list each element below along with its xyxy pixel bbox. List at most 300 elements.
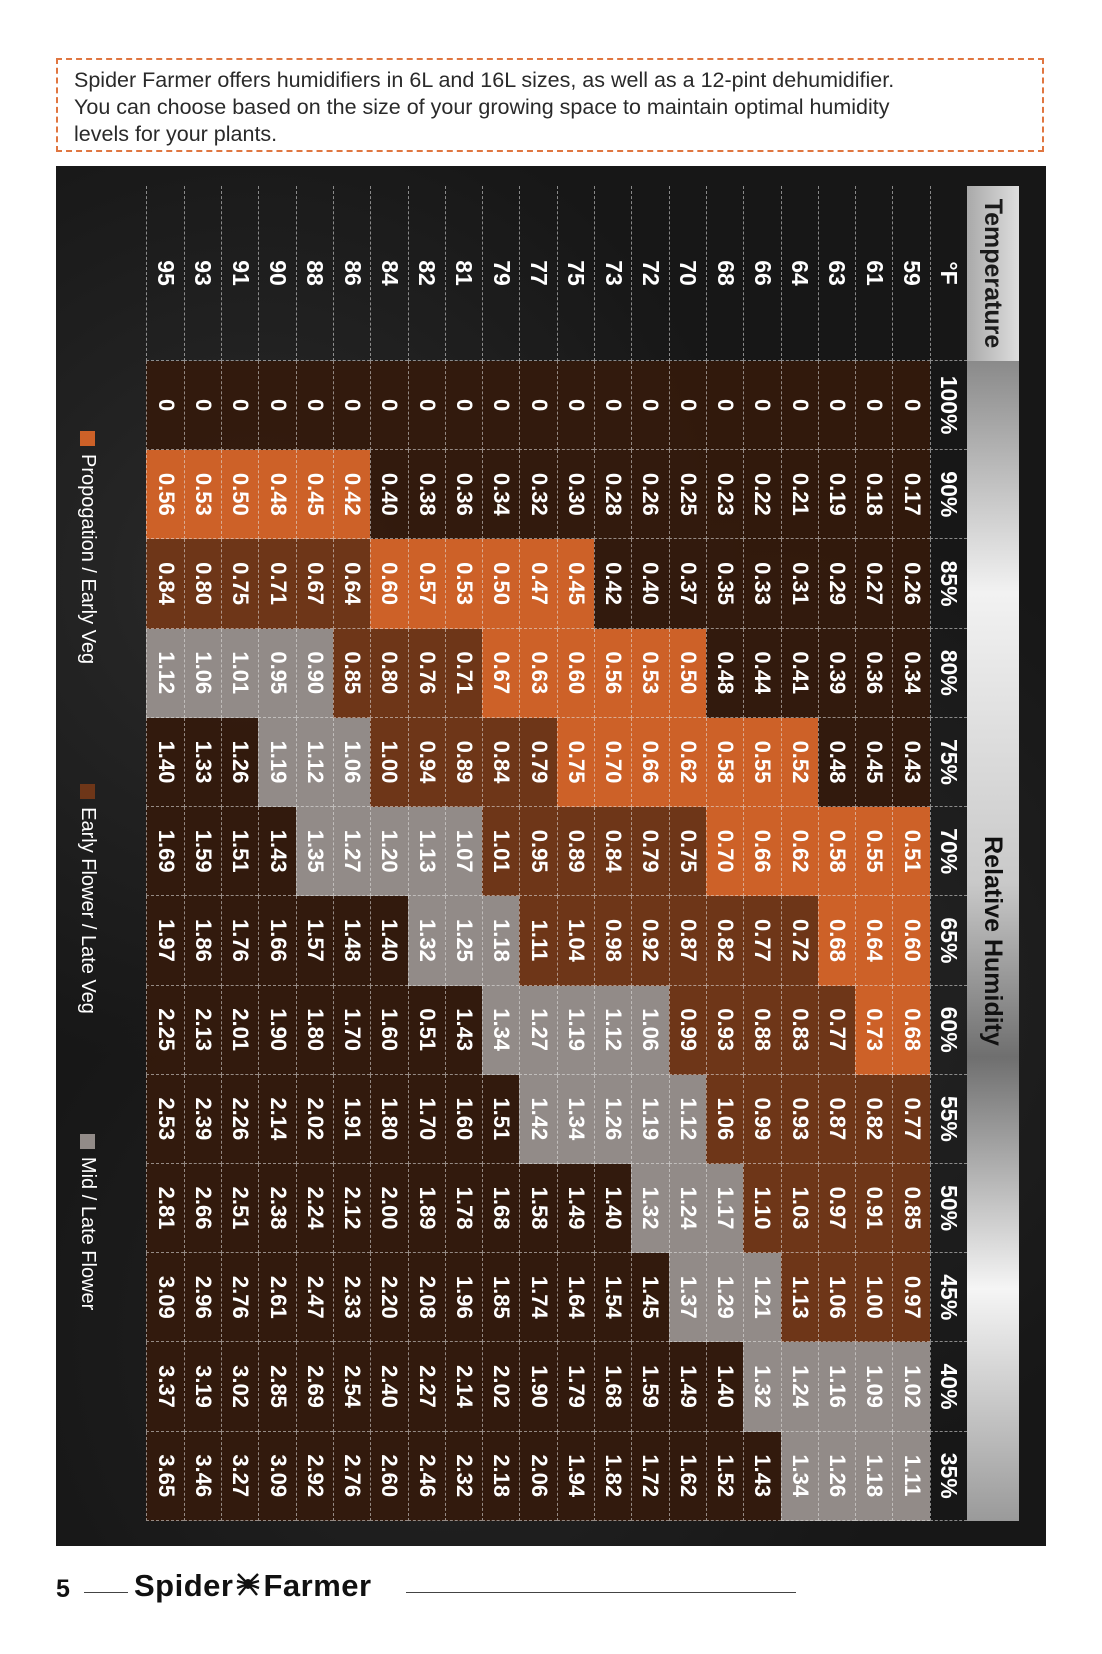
vpd-value-cell: 1.70 xyxy=(408,1075,445,1164)
legend-swatch xyxy=(80,784,95,799)
vpd-value-cell: 0.64 xyxy=(333,539,370,628)
temperature-cell: 82 xyxy=(408,186,445,361)
vpd-value-cell: 2.54 xyxy=(333,1342,370,1431)
vpd-value-cell: 0 xyxy=(557,361,594,450)
vpd-value-cell: 0.60 xyxy=(557,629,594,718)
vpd-value-cell: 2.39 xyxy=(184,1075,221,1164)
vpd-value-cell: 0.70 xyxy=(594,718,631,807)
vpd-value-cell: 1.94 xyxy=(557,1432,594,1521)
vpd-value-cell: 0.80 xyxy=(184,539,221,628)
vpd-value-cell: 0.48 xyxy=(818,718,855,807)
vpd-value-cell: 1.20 xyxy=(370,807,407,896)
vpd-value-cell: 0.73 xyxy=(855,986,892,1075)
vpd-value-cell: 2.27 xyxy=(408,1342,445,1431)
temperature-cell: 90 xyxy=(258,186,295,361)
vpd-value-cell: 1.03 xyxy=(781,1164,818,1253)
vpd-value-cell: 2.08 xyxy=(408,1253,445,1342)
vpd-value-cell: 0.21 xyxy=(781,450,818,539)
vpd-value-cell: 1.40 xyxy=(594,1164,631,1253)
vpd-value-cell: 2.13 xyxy=(184,986,221,1075)
vpd-value-cell: 1.49 xyxy=(669,1342,706,1431)
vpd-value-cell: 2.66 xyxy=(184,1164,221,1253)
humidity-column-header: 40% xyxy=(930,1342,967,1431)
humidity-column-header: 65% xyxy=(930,896,967,985)
vpd-value-cell: 0 xyxy=(258,361,295,450)
vpd-value-cell: 0 xyxy=(482,361,519,450)
vpd-value-cell: 2.32 xyxy=(445,1432,482,1521)
vpd-value-cell: 0.22 xyxy=(743,450,780,539)
vpd-value-cell: 0.26 xyxy=(631,450,668,539)
vpd-value-cell: 0.88 xyxy=(743,986,780,1075)
relative-humidity-header: Relative Humidity xyxy=(967,361,1019,1521)
vpd-value-cell: 0.80 xyxy=(370,629,407,718)
vpd-value-cell: 0.51 xyxy=(892,807,929,896)
vpd-value-cell: 1.66 xyxy=(258,896,295,985)
temperature-cell: 84 xyxy=(370,186,407,361)
vpd-value-cell: 1.82 xyxy=(594,1432,631,1521)
vpd-value-cell: 0.93 xyxy=(706,986,743,1075)
vpd-value-cell: 1.26 xyxy=(594,1075,631,1164)
vpd-value-cell: 1.10 xyxy=(743,1164,780,1253)
vpd-value-cell: 1.89 xyxy=(408,1164,445,1253)
vpd-value-cell: 1.27 xyxy=(333,807,370,896)
vpd-value-cell: 0 xyxy=(855,361,892,450)
vpd-value-cell: 0 xyxy=(370,361,407,450)
vpd-value-cell: 0 xyxy=(519,361,556,450)
vpd-value-cell: 0.76 xyxy=(408,629,445,718)
vpd-value-cell: 0.75 xyxy=(221,539,258,628)
legend-swatch xyxy=(80,1134,95,1149)
vpd-value-cell: 1.40 xyxy=(370,896,407,985)
vpd-value-cell: 0.60 xyxy=(892,896,929,985)
vpd-value-cell: 1.78 xyxy=(445,1164,482,1253)
vpd-value-cell: 0.53 xyxy=(631,629,668,718)
vpd-value-cell: 2.46 xyxy=(408,1432,445,1521)
vpd-value-cell: 2.14 xyxy=(258,1075,295,1164)
vpd-value-cell: 1.09 xyxy=(855,1342,892,1431)
vpd-value-cell: 1.58 xyxy=(519,1164,556,1253)
vpd-value-cell: 0.95 xyxy=(258,629,295,718)
vpd-value-cell: 0.45 xyxy=(557,539,594,628)
vpd-value-cell: 2.69 xyxy=(296,1342,333,1431)
vpd-value-cell: 0.90 xyxy=(296,629,333,718)
vpd-value-cell: 0.62 xyxy=(781,807,818,896)
vpd-value-cell: 1.80 xyxy=(370,1075,407,1164)
vpd-value-cell: 1.16 xyxy=(818,1342,855,1431)
vpd-value-cell: 2.53 xyxy=(146,1075,183,1164)
vpd-value-cell: 0.42 xyxy=(594,539,631,628)
vpd-value-cell: 1.06 xyxy=(184,629,221,718)
vpd-value-cell: 0.64 xyxy=(855,896,892,985)
vpd-value-cell: 0.68 xyxy=(892,986,929,1075)
vpd-value-cell: 0 xyxy=(333,361,370,450)
temperature-cell: 81 xyxy=(445,186,482,361)
vpd-value-cell: 1.13 xyxy=(408,807,445,896)
vpd-value-cell: 0.68 xyxy=(818,896,855,985)
vpd-value-cell: 0.34 xyxy=(892,629,929,718)
vpd-value-cell: 1.12 xyxy=(594,986,631,1075)
vpd-value-cell: 0 xyxy=(781,361,818,450)
vpd-value-cell: 0.56 xyxy=(594,629,631,718)
vpd-value-cell: 1.06 xyxy=(333,718,370,807)
vpd-value-cell: 0.40 xyxy=(631,539,668,628)
vpd-value-cell: 0.77 xyxy=(892,1075,929,1164)
vpd-value-cell: 1.80 xyxy=(296,986,333,1075)
temperature-cell: 86 xyxy=(333,186,370,361)
vpd-value-cell: 1.59 xyxy=(184,807,221,896)
vpd-value-cell: 0.82 xyxy=(855,1075,892,1164)
vpd-value-cell: 0.26 xyxy=(892,539,929,628)
vpd-value-cell: 0.19 xyxy=(818,450,855,539)
vpd-value-cell: 0.43 xyxy=(892,718,929,807)
vpd-value-cell: 1.29 xyxy=(706,1253,743,1342)
vpd-value-cell: 0.82 xyxy=(706,896,743,985)
vpd-value-cell: 1.02 xyxy=(892,1342,929,1431)
vpd-value-cell: 0.53 xyxy=(445,539,482,628)
vpd-value-cell: 0.17 xyxy=(892,450,929,539)
vpd-value-cell: 1.96 xyxy=(445,1253,482,1342)
vpd-value-cell: 3.09 xyxy=(146,1253,183,1342)
legend-label: Early Flower / Late Veg xyxy=(77,807,99,1014)
vpd-value-cell: 1.59 xyxy=(631,1342,668,1431)
vpd-value-cell: 0.97 xyxy=(892,1253,929,1342)
legend-swatch xyxy=(80,431,95,446)
vpd-value-cell: 0.77 xyxy=(818,986,855,1075)
vpd-value-cell: 1.54 xyxy=(594,1253,631,1342)
vpd-value-cell: 1.12 xyxy=(146,629,183,718)
temperature-cell: 70 xyxy=(669,186,706,361)
vpd-value-cell: 3.46 xyxy=(184,1432,221,1521)
vpd-value-cell: 1.60 xyxy=(370,986,407,1075)
vpd-value-cell: 1.12 xyxy=(296,718,333,807)
vpd-value-cell: 1.24 xyxy=(781,1342,818,1431)
vpd-value-cell: 1.86 xyxy=(184,896,221,985)
vpd-value-cell: 0.31 xyxy=(781,539,818,628)
footer-divider-right xyxy=(406,1592,796,1593)
vpd-value-cell: 0.72 xyxy=(781,896,818,985)
chart-legend xyxy=(76,431,99,1310)
vpd-value-cell: 0 xyxy=(146,361,183,450)
vpd-value-cell: 0.79 xyxy=(519,718,556,807)
vpd-value-cell: 1.40 xyxy=(706,1342,743,1431)
vpd-value-cell: 1.43 xyxy=(445,986,482,1075)
vpd-value-cell: 1.32 xyxy=(408,896,445,985)
vpd-value-cell: 1.19 xyxy=(631,1075,668,1164)
vpd-value-cell: 1.32 xyxy=(631,1164,668,1253)
humidity-column-header: 75% xyxy=(930,718,967,807)
vpd-value-cell: 0.63 xyxy=(519,629,556,718)
vpd-value-cell: 2.12 xyxy=(333,1164,370,1253)
vpd-value-cell: 0 xyxy=(408,361,445,450)
vpd-value-cell: 2.40 xyxy=(370,1342,407,1431)
temperature-cell: 73 xyxy=(594,186,631,361)
note-line-2: You can choose based on the size of your growing space to maintain optimal humidity xyxy=(74,95,890,119)
vpd-value-cell: 1.43 xyxy=(743,1432,780,1521)
vpd-value-cell: 0.93 xyxy=(781,1075,818,1164)
vpd-value-cell: 1.40 xyxy=(146,718,183,807)
vpd-value-cell: 2.33 xyxy=(333,1253,370,1342)
temperature-cell: 95 xyxy=(146,186,183,361)
vpd-value-cell: 0 xyxy=(818,361,855,450)
vpd-value-cell: 1.06 xyxy=(706,1075,743,1164)
temperature-cell: 88 xyxy=(296,186,333,361)
info-note xyxy=(56,58,1044,152)
vpd-value-cell: 0.48 xyxy=(258,450,295,539)
vpd-value-cell: 0.98 xyxy=(594,896,631,985)
vpd-value-cell: 2.92 xyxy=(296,1432,333,1521)
vpd-value-cell: 0.77 xyxy=(743,896,780,985)
legend-item xyxy=(76,431,99,664)
vpd-value-cell: 0.52 xyxy=(781,718,818,807)
vpd-value-cell: 2.51 xyxy=(221,1164,258,1253)
vpd-value-cell: 0.99 xyxy=(743,1075,780,1164)
humidity-column-header: 50% xyxy=(930,1164,967,1253)
vpd-value-cell: 0.50 xyxy=(221,450,258,539)
vpd-value-cell: 1.68 xyxy=(482,1164,519,1253)
vpd-value-cell: 1.19 xyxy=(258,718,295,807)
vpd-value-cell: 0.53 xyxy=(184,450,221,539)
vpd-value-cell: 0.87 xyxy=(818,1075,855,1164)
humidity-column-header: 55% xyxy=(930,1075,967,1164)
vpd-value-cell: 3.65 xyxy=(146,1432,183,1521)
temperature-header: Temperature xyxy=(967,186,1019,361)
humidity-column-header: 60% xyxy=(930,986,967,1075)
vpd-value-cell: 2.26 xyxy=(221,1075,258,1164)
humidity-column-header: 100% xyxy=(930,361,967,450)
vpd-value-cell: 1.51 xyxy=(482,1075,519,1164)
vpd-value-cell: 1.34 xyxy=(781,1432,818,1521)
vpd-value-cell: 2.00 xyxy=(370,1164,407,1253)
vpd-value-cell: 1.91 xyxy=(333,1075,370,1164)
vpd-value-cell: 1.74 xyxy=(519,1253,556,1342)
vpd-value-cell: 0.23 xyxy=(706,450,743,539)
vpd-value-cell: 1.90 xyxy=(258,986,295,1075)
vpd-value-cell: 2.06 xyxy=(519,1432,556,1521)
vpd-table xyxy=(146,186,967,1521)
vpd-value-cell: 0.42 xyxy=(333,450,370,539)
temperature-cell: 68 xyxy=(706,186,743,361)
vpd-value-cell: 0.84 xyxy=(482,718,519,807)
vpd-value-cell: 0 xyxy=(221,361,258,450)
vpd-value-cell: 2.96 xyxy=(184,1253,221,1342)
vpd-value-cell: 3.02 xyxy=(221,1342,258,1431)
vpd-value-cell: 1.01 xyxy=(221,629,258,718)
vpd-value-cell: 0 xyxy=(184,361,221,450)
vpd-value-cell: 0.40 xyxy=(370,450,407,539)
vpd-value-cell: 0.84 xyxy=(146,539,183,628)
vpd-value-cell: 1.34 xyxy=(557,1075,594,1164)
temperature-cell: 91 xyxy=(221,186,258,361)
vpd-value-cell: 0.70 xyxy=(706,807,743,896)
vpd-value-cell: 2.02 xyxy=(296,1075,333,1164)
vpd-value-cell: 1.37 xyxy=(669,1253,706,1342)
temperature-unit-header: °F xyxy=(930,186,967,361)
vpd-value-cell: 0.85 xyxy=(333,629,370,718)
vpd-value-cell: 1.25 xyxy=(445,896,482,985)
vpd-value-cell: 0.67 xyxy=(296,539,333,628)
temperature-cell: 79 xyxy=(482,186,519,361)
vpd-value-cell: 0.45 xyxy=(296,450,333,539)
vpd-value-cell: 1.04 xyxy=(557,896,594,985)
vpd-value-cell: 0.44 xyxy=(743,629,780,718)
temperature-cell: 66 xyxy=(743,186,780,361)
vpd-value-cell: 1.07 xyxy=(445,807,482,896)
vpd-value-cell: 0.58 xyxy=(818,807,855,896)
vpd-value-cell: 1.97 xyxy=(146,896,183,985)
vpd-value-cell: 0 xyxy=(743,361,780,450)
vpd-value-cell: 3.09 xyxy=(258,1432,295,1521)
vpd-value-cell: 1.48 xyxy=(333,896,370,985)
footer-divider-left xyxy=(84,1592,128,1593)
humidity-column-header: 85% xyxy=(930,539,967,628)
vpd-value-cell: 0.58 xyxy=(706,718,743,807)
vpd-value-cell: 3.19 xyxy=(184,1342,221,1431)
vpd-value-cell: 2.02 xyxy=(482,1342,519,1431)
vpd-value-cell: 1.24 xyxy=(669,1164,706,1253)
vpd-value-cell: 0.85 xyxy=(892,1164,929,1253)
vpd-value-cell: 1.76 xyxy=(221,896,258,985)
vpd-value-cell: 1.11 xyxy=(519,896,556,985)
vpd-value-cell: 1.11 xyxy=(892,1432,929,1521)
vpd-value-cell: 2.24 xyxy=(296,1164,333,1253)
brand-logo xyxy=(134,1568,372,1604)
temperature-cell: 59 xyxy=(892,186,929,361)
note-line-3: levels for your plants. xyxy=(74,122,278,146)
vpd-value-cell: 1.18 xyxy=(482,896,519,985)
vpd-value-cell: 2.47 xyxy=(296,1253,333,1342)
vpd-value-cell: 0.51 xyxy=(408,986,445,1075)
vpd-value-cell: 1.27 xyxy=(519,986,556,1075)
vpd-value-cell: 1.01 xyxy=(482,807,519,896)
temperature-cell: 64 xyxy=(781,186,818,361)
vpd-value-cell: 0.50 xyxy=(482,539,519,628)
vpd-value-cell: 0.57 xyxy=(408,539,445,628)
vpd-value-cell: 2.76 xyxy=(333,1432,370,1521)
brand-logo-right: Farmer xyxy=(263,1568,372,1603)
vpd-value-cell: 1.52 xyxy=(706,1432,743,1521)
vpd-value-cell: 0 xyxy=(669,361,706,450)
vpd-value-cell: 0.89 xyxy=(445,718,482,807)
vpd-value-cell: 1.43 xyxy=(258,807,295,896)
vpd-value-cell: 0.75 xyxy=(669,807,706,896)
vpd-value-cell: 0.55 xyxy=(855,807,892,896)
legend-label: Mid / Late Flower xyxy=(77,1156,99,1311)
vpd-value-cell: 0.32 xyxy=(519,450,556,539)
vpd-value-cell: 1.72 xyxy=(631,1432,668,1521)
note-line-1: Spider Farmer offers humidifiers in 6L and 16L sizes, as well as a 12-pint dehumidifier. xyxy=(74,68,895,92)
vpd-value-cell: 2.14 xyxy=(445,1342,482,1431)
vpd-value-cell: 2.81 xyxy=(146,1164,183,1253)
vpd-value-cell: 0.50 xyxy=(669,629,706,718)
vpd-value-cell: 0.71 xyxy=(445,629,482,718)
vpd-value-cell: 0.39 xyxy=(818,629,855,718)
vpd-value-cell: 0.97 xyxy=(818,1164,855,1253)
temperature-cell: 61 xyxy=(855,186,892,361)
vpd-value-cell: 1.06 xyxy=(818,1253,855,1342)
vpd-value-cell: 1.26 xyxy=(818,1432,855,1521)
vpd-value-cell: 0.29 xyxy=(818,539,855,628)
vpd-value-cell: 0.36 xyxy=(855,629,892,718)
vpd-value-cell: 0.41 xyxy=(781,629,818,718)
vpd-value-cell: 0.25 xyxy=(669,450,706,539)
vpd-value-cell: 1.34 xyxy=(482,986,519,1075)
vpd-value-cell: 0.89 xyxy=(557,807,594,896)
vpd-value-cell: 1.57 xyxy=(296,896,333,985)
vpd-value-cell: 0 xyxy=(445,361,482,450)
vpd-value-cell: 0.94 xyxy=(408,718,445,807)
vpd-value-cell: 0.28 xyxy=(594,450,631,539)
vpd-value-cell: 0.71 xyxy=(258,539,295,628)
spider-icon xyxy=(233,1568,263,1604)
vpd-value-cell: 0.67 xyxy=(482,629,519,718)
vpd-value-cell: 0.66 xyxy=(631,718,668,807)
vpd-value-cell: 1.18 xyxy=(855,1432,892,1521)
vpd-value-cell: 0 xyxy=(631,361,668,450)
vpd-value-cell: 0 xyxy=(296,361,333,450)
vpd-value-cell: 0.36 xyxy=(445,450,482,539)
temperature-cell: 72 xyxy=(631,186,668,361)
vpd-value-cell: 1.68 xyxy=(594,1342,631,1431)
vpd-value-cell: 1.60 xyxy=(445,1075,482,1164)
vpd-value-cell: 0.34 xyxy=(482,450,519,539)
vpd-value-cell: 1.06 xyxy=(631,986,668,1075)
vpd-value-cell: 1.00 xyxy=(370,718,407,807)
vpd-value-cell: 0.95 xyxy=(519,807,556,896)
vpd-value-cell: 2.18 xyxy=(482,1432,519,1521)
vpd-value-cell: 1.62 xyxy=(669,1432,706,1521)
vpd-value-cell: 1.49 xyxy=(557,1164,594,1253)
temperature-cell: 77 xyxy=(519,186,556,361)
vpd-value-cell: 1.69 xyxy=(146,807,183,896)
vpd-value-cell: 2.01 xyxy=(221,986,258,1075)
vpd-value-cell: 1.90 xyxy=(519,1342,556,1431)
vpd-value-cell: 1.45 xyxy=(631,1253,668,1342)
vpd-value-cell: 1.12 xyxy=(669,1075,706,1164)
vpd-value-cell: 2.20 xyxy=(370,1253,407,1342)
vpd-value-cell: 0.38 xyxy=(408,450,445,539)
vpd-value-cell: 0.35 xyxy=(706,539,743,628)
vpd-value-cell: 2.61 xyxy=(258,1253,295,1342)
vpd-value-cell: 2.38 xyxy=(258,1164,295,1253)
vpd-value-cell: 2.76 xyxy=(221,1253,258,1342)
vpd-value-cell: 2.85 xyxy=(258,1342,295,1431)
vpd-value-cell: 1.64 xyxy=(557,1253,594,1342)
vpd-value-cell: 1.85 xyxy=(482,1253,519,1342)
vpd-value-cell: 0.37 xyxy=(669,539,706,628)
humidity-column-header: 70% xyxy=(930,807,967,896)
vpd-value-cell: 0 xyxy=(706,361,743,450)
legend-item xyxy=(76,1134,99,1310)
vpd-value-cell: 1.70 xyxy=(333,986,370,1075)
vpd-value-cell: 0.84 xyxy=(594,807,631,896)
humidity-column-header: 80% xyxy=(930,629,967,718)
vpd-value-cell: 0.30 xyxy=(557,450,594,539)
humidity-column-header: 90% xyxy=(930,450,967,539)
vpd-value-cell: 1.32 xyxy=(743,1342,780,1431)
vpd-value-cell: 0.33 xyxy=(743,539,780,628)
vpd-value-cell: 0.60 xyxy=(370,539,407,628)
brand-logo-left: Spider xyxy=(134,1568,234,1603)
vpd-value-cell: 0.48 xyxy=(706,629,743,718)
vpd-value-cell: 0.83 xyxy=(781,986,818,1075)
vpd-value-cell: 0.62 xyxy=(669,718,706,807)
temperature-cell: 93 xyxy=(184,186,221,361)
vpd-value-cell: 1.51 xyxy=(221,807,258,896)
vpd-value-cell: 3.37 xyxy=(146,1342,183,1431)
vpd-value-cell: 1.33 xyxy=(184,718,221,807)
vpd-value-cell: 0.55 xyxy=(743,718,780,807)
vpd-value-cell: 3.27 xyxy=(221,1432,258,1521)
